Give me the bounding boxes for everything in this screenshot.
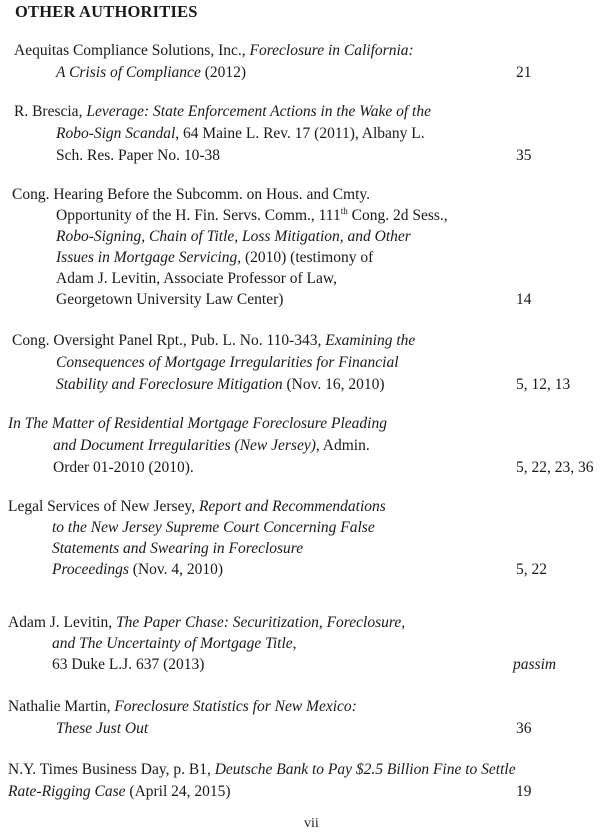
citation-line xyxy=(8,413,387,434)
citation-line xyxy=(56,247,373,268)
citation-text: Opportunity of the H. Fin. Servs. Comm., 111 xyxy=(56,207,341,224)
section-heading: OTHER AUTHORITIES xyxy=(15,2,198,21)
citation-text: Georgetown University Law Center) xyxy=(56,291,284,308)
citation-line xyxy=(14,40,414,61)
citation-title-text: The Paper Chase: Securitization, Foreclosure, xyxy=(116,614,406,631)
citation-line xyxy=(8,759,516,780)
citation-title-text: Leverage: State Enforcement Actions in the Wake of the xyxy=(86,103,431,120)
page-reference: 19 xyxy=(516,783,532,800)
citation-text: Aequitas Compliance Solutions, Inc., xyxy=(14,42,250,59)
citation-title-text: Proceedings xyxy=(52,561,129,578)
citation-line xyxy=(56,145,220,166)
citation-text: (2012) xyxy=(200,64,247,81)
citation-text: N.Y. Times Business Day, p. B1, xyxy=(8,761,215,778)
citation-line xyxy=(14,101,431,122)
page-reference: 36 xyxy=(516,720,532,737)
citation-title-text: In The Matter of Residential Mortgage Foreclosure Pleading xyxy=(8,415,387,432)
citation-line xyxy=(56,123,425,144)
citation-title-text: to the New Jersey Supreme Court Concerning False xyxy=(52,519,375,536)
page-reference: 35 xyxy=(516,147,532,164)
citation-text: Nathalie Martin, xyxy=(8,698,115,715)
citation-line xyxy=(56,205,448,226)
page-reference: 14 xyxy=(516,291,532,308)
citation-text: , Admin. xyxy=(315,437,370,454)
citation-title-text: These Just Out xyxy=(56,720,149,737)
citation-line xyxy=(52,559,223,580)
citation-line xyxy=(8,612,405,633)
citation-line xyxy=(12,330,415,351)
citation-line xyxy=(56,374,384,395)
citation-title-text: Foreclosure Statistics for New Mexico: xyxy=(114,698,357,715)
citation-title-text: Consequences of Mortgage Irregularities for Financial xyxy=(56,354,399,371)
citation-title-text: Rate-Rigging Case xyxy=(8,783,126,800)
page-reference: 21 xyxy=(516,64,532,81)
citation-title-text: Stability and Foreclosure Mitigation xyxy=(56,376,283,393)
citation-text: Adam J. Levitin, xyxy=(8,614,117,631)
citation-text: (Nov. 4, 2010) xyxy=(128,561,224,578)
citation-line xyxy=(52,517,375,538)
citation-line xyxy=(52,654,204,675)
citation-line xyxy=(56,226,411,247)
citation-line xyxy=(56,268,337,289)
citation-line xyxy=(56,289,283,310)
page-reference: 5, 22 xyxy=(516,561,547,578)
citation-title-text: and The Uncertainty of Mortgage Title xyxy=(52,635,293,652)
citation-line xyxy=(53,435,370,456)
page-number: vii xyxy=(304,816,319,831)
citation-title-text: Robo-Sign Scandal xyxy=(56,125,176,142)
citation-text: , 64 Maine L. Rev. 17 (2011), Albany L. xyxy=(175,125,425,142)
citation-line xyxy=(56,62,246,83)
citation-text: Sch. Res. Paper No. 10-38 xyxy=(56,147,221,164)
citation-title-text: Report and Recommendations xyxy=(198,498,386,515)
citation-line xyxy=(8,781,231,802)
superscript: th xyxy=(340,205,348,216)
citation-title-text: A Crisis of Compliance xyxy=(56,64,201,81)
citation-title-text: Examining the xyxy=(325,332,416,349)
citation-text: Cong. Hearing Before the Subcomm. on Hous. and Cmty. xyxy=(12,186,371,203)
page-reference: 5, 12, 13 xyxy=(516,376,571,393)
citation-text: Order 01-2010 (2010). xyxy=(53,459,194,476)
citation-line xyxy=(53,457,194,478)
citation-line xyxy=(8,696,357,717)
citation-text: R. Brescia, xyxy=(14,103,87,120)
citation-line xyxy=(56,352,399,373)
citation-text: Adam J. Levitin, Associate Professor of Law, xyxy=(56,270,337,287)
citation-line xyxy=(52,633,297,654)
citation-text: , xyxy=(292,635,297,652)
citation-title-text: Foreclosure in California: xyxy=(249,42,414,59)
citation-text: Legal Services of New Jersey, xyxy=(8,498,199,515)
citation-title-text: Deutsche Bank to Pay $2.5 Billion Fine to Settle xyxy=(214,761,516,778)
citation-title-text: Issues in Mortgage Servicing xyxy=(56,249,238,266)
citation-line xyxy=(52,538,303,559)
citation-text: Cong. Oversight Panel Rpt., Pub. L. No. 110-343, xyxy=(12,332,326,349)
page-reference: passim xyxy=(513,656,557,673)
citation-title-text: and Document Irregularities (New Jersey) xyxy=(53,437,316,454)
citation-title-text: Robo-Signing, Chain of Title, Loss Mitigation, and Other xyxy=(56,228,411,245)
citation-text: 63 Duke L.J. 637 (2013) xyxy=(52,656,205,673)
citation-text: Cong. 2d Sess., xyxy=(347,207,448,224)
citation-line xyxy=(12,184,370,205)
citation-text: (April 24, 2015) xyxy=(125,783,231,800)
citation-text: , (2010) (testimony of xyxy=(237,249,374,266)
page-reference: 5, 22, 23, 36 xyxy=(516,459,594,476)
citation-line xyxy=(8,496,386,517)
citation-title-text: Statements and Swearing in Foreclosure xyxy=(52,540,304,557)
citation-line xyxy=(56,718,148,739)
citation-text: (Nov. 16, 2010) xyxy=(282,376,385,393)
